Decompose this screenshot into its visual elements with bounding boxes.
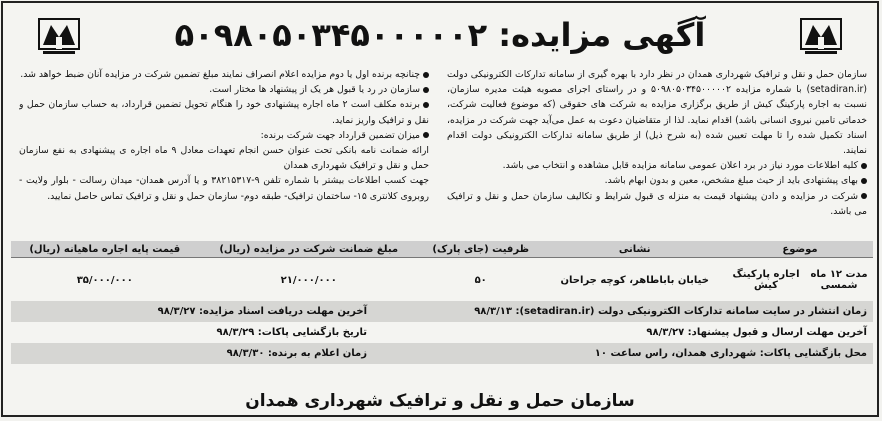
- list-item: چنانچه برنده اول یا دوم مزایده اعلام انصراف نمایند مبلغ تضمین شرکت در مزایده آنان ضبط خواهد شد.: [19, 67, 429, 82]
- footer-organization: سازمان حمل و نقل و ترافیک شهرداری همدان: [245, 391, 635, 411]
- table-row: [11, 258, 873, 303]
- conditions-column: [19, 67, 429, 231]
- winner-date: زمان اعلام به برنده: ۹۸/۳/۳۰: [11, 343, 373, 364]
- doc-deadline: آخرین مهلت دریافت اسناد مزایده: ۹۸/۳/۲۷: [11, 301, 373, 322]
- logo-emblem-icon: [37, 17, 81, 59]
- cell-address: خیابان باباطاهر، کوچه جراحان: [560, 274, 709, 286]
- list-item: سازمان در رد یا قبول هر یک از پیشنهاد ها مختار است.: [19, 82, 429, 97]
- intro-column: [447, 67, 867, 231]
- municipality-logo-right: [795, 17, 847, 73]
- header-capacity: ظرفیت (جای پارک): [419, 241, 542, 258]
- header-guarantee: مبلغ ضمانت شرکت در مزایده (ریال): [199, 241, 419, 258]
- header-base-price: قیمت پایه اجاره ماهیانه (ریال): [11, 241, 199, 258]
- publish-date: زمان انتشار در سایت سامانه تدارکات الکترونیکی دولت (setadiran.ir): ۹۸/۳/۱۳: [373, 301, 873, 322]
- bullet-icon: [861, 193, 867, 199]
- list-item: کلیه اطلاعات مورد نیاز در برد اعلان عمومی سامانه مزایده قابل مشاهده و انتخاب می باشد.: [447, 158, 867, 173]
- opening-date: تاریخ بازگشایی پاکات: ۹۸/۳/۲۹: [216, 327, 367, 338]
- guarantee-text: ارائه ضمانت نامه بانکی تحت عنوان حسن انجام تعهدات معادل ۹ ماه اجاره ی پیشنهادی به نفع سازمان حمل و نقل و ترافیک شهرداری همدان: [19, 145, 429, 172]
- bullet-icon: [423, 87, 429, 93]
- header-address: نشانی: [542, 241, 727, 258]
- cell-subject: اجاره پارکینگ کیش: [732, 269, 800, 291]
- cell-guarantee: ۲۱/۰۰۰/۰۰۰: [280, 274, 337, 286]
- bullet-icon: [861, 178, 867, 184]
- bullet-icon: [423, 72, 429, 78]
- logo-emblem-icon: [799, 17, 843, 59]
- list-item: برنده مکلف است ۲ ماه اجاره پیشنهادی خود را هنگام تحویل تضمین قرارداد، به حساب سازمان حمل و نقل و ترافیک واریز نماید.: [19, 99, 429, 126]
- intro-paragraph: سازمان حمل و نقل و ترافیک شهرداری همدان در نظر دارد با بهره گیری از سامانه تدارکات الکترونیکی دولت (setadiran.ir) با شماره مزایده ۵۰۹۸۰۵۰۳۴۵۰۰۰۰۰۲ و در راستای اجرای مصوبه هیئت مدیره سازمان، نسبت به اجاره پارکینگ کیش از طریق برگزاری مزایده به شرکت های حقوقی (که موضوع فعالیت شرکت، خدماتی تامین نیروی انسانی باشد) اقدام نماید. لذا از متقاضیان دعوت به عمل می‌آید جهت شرکت در مزایده، اسناد تکمیل شده را تا مهلت تعیین شده (به شرح ذیل) از طریق سامانه تدارکات الکترونیکی دولت اقدام نمایند.: [447, 69, 867, 157]
- auction-table: [11, 241, 873, 302]
- cell-duration: مدت ۱۲ ماه شمسی: [810, 269, 868, 291]
- submit-deadline: آخرین مهلت ارسال و قبول پیشنهاد: ۹۸/۳/۲۷: [646, 327, 867, 338]
- schedule-info: [11, 301, 873, 367]
- auction-notice: [1, 1, 879, 417]
- list-item: میزان تضمین قرارداد جهت شرکت برنده:: [19, 128, 429, 143]
- bullet-icon: [423, 132, 429, 138]
- bullet-icon: [861, 163, 867, 169]
- schedule-right: [373, 301, 873, 367]
- opening-place: محل بازگشایی پاکات: شهرداری همدان، راس ساعت ۱۰: [373, 343, 873, 364]
- bullet-icon: [423, 102, 429, 108]
- schedule-left: [11, 301, 373, 367]
- list-item: بهای پیشنهادی باید از حیث مبلغ مشخص، معین و بدون ابهام باشد.: [447, 173, 867, 188]
- municipality-logo-left: [33, 17, 85, 73]
- notice-title: آگهی مزایده: ۵۰۹۸۰۵۰۳۴۵۰۰۰۰۰۲: [174, 16, 706, 54]
- cell-capacity: ۵۰: [474, 274, 487, 286]
- header-subject: موضوع: [727, 241, 873, 258]
- cell-base-price: ۳۵/۰۰۰/۰۰۰: [76, 274, 133, 286]
- list-item: شرکت در مزایده و دادن پیشنهاد قیمت به منزله ی قبول شرایط و تکالیف سازمان حمل و نقل و ترافیک می باشد.: [447, 190, 867, 217]
- table-header-row: [11, 241, 873, 258]
- contact-text: جهت کسب اطلاعات بیشتر با شماره تلفن ۹-۳۸۲۱۵۳۱۷ و یا آدرس همدان- میدان رسالت - بلوار ولایت - روبروی کلانتری ۱۵- ساختمان ترافیک- طبقه دوم- سازمان حمل و نقل و ترافیک تماس حاصل نمایید.: [19, 175, 429, 202]
